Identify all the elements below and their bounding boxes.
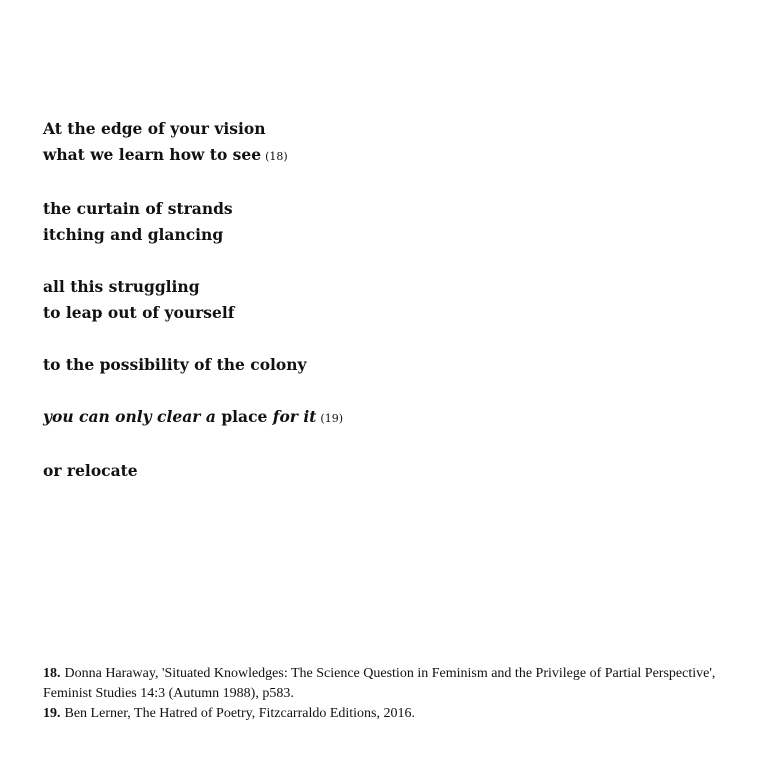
poem [43, 116, 723, 510]
poem-line: itching and glancing [43, 225, 224, 244]
footnote-18 [43, 664, 733, 704]
poem-line: or relocate [43, 461, 138, 480]
stanza-5 [43, 404, 723, 432]
stanza-3 [43, 274, 723, 326]
footnotes [43, 664, 733, 724]
stanza-6 [43, 458, 723, 484]
footnote-ref-18[interactable]: (18) [265, 150, 288, 163]
italic-text: you can only clear a [43, 407, 216, 426]
footnote-ref-19[interactable]: (19) [320, 412, 344, 425]
poem-line: the curtain of strands [43, 199, 233, 218]
footnote-text: Donna Haraway, 'Situated Knowledges: The Science Question in Feminism and the Privilege of Partial Perspective', Feminist Studies 14:3 (Autumn 1988), p583. [43, 666, 716, 701]
footnote-text: Ben Lerner, The Hatred of Poetry, Fitzcarraldo Editions, 2016. [64, 706, 416, 721]
poem-line: to leap out of yourself [43, 303, 235, 322]
footnote-number: 19. [43, 706, 61, 721]
footnote-19 [43, 704, 733, 724]
footnote-number: 18. [43, 666, 61, 681]
italic-text: for it [272, 407, 317, 426]
poem-line: all this struggling [43, 277, 200, 296]
poem-line [43, 404, 723, 432]
stanza-4 [43, 352, 723, 378]
poem-line-text: what we learn how to see [43, 145, 262, 164]
poem-line [43, 142, 723, 170]
regular-text: place [221, 407, 268, 426]
poem-line: to the possibility of the colony [43, 355, 307, 374]
stanza-2 [43, 196, 723, 248]
poem-line: At the edge of your vision [43, 119, 266, 138]
stanza-1 [43, 116, 723, 170]
